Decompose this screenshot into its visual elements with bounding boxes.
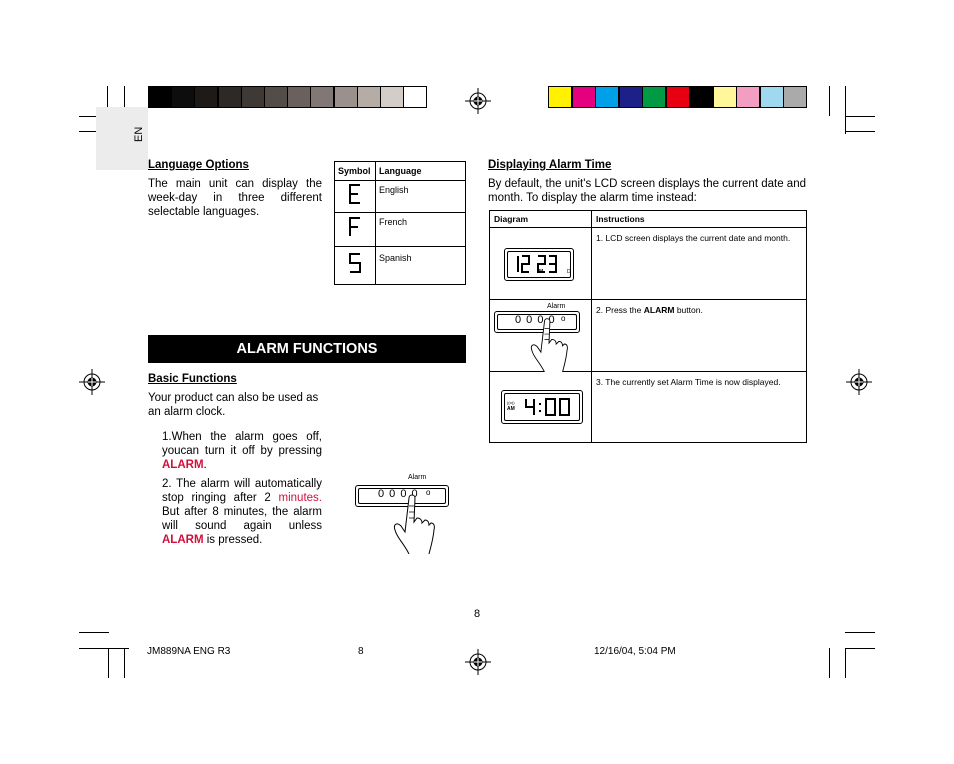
color-swatch: [713, 86, 737, 108]
table-header-language: Language: [376, 162, 466, 181]
language-side-tab-label: EN: [133, 126, 145, 142]
gray-swatch: [218, 86, 242, 108]
alarm-step-1-end: .: [203, 459, 207, 471]
alarm-key-name: ALARM: [643, 305, 675, 315]
alarm-display-table: [489, 210, 807, 443]
table-row: [490, 300, 807, 372]
gray-swatch: [171, 86, 195, 108]
color-swatch: [760, 86, 784, 108]
alarm-button-digits: 0 0 0 0: [378, 488, 419, 500]
language-options-heading: Language Options: [148, 159, 249, 171]
lcd-digits-date: [515, 253, 559, 275]
alarm-button-digits: 0 0 0 0: [515, 314, 556, 326]
alarm-button-illustration: [355, 474, 451, 556]
table-row: [335, 181, 466, 213]
color-swatch: [595, 86, 619, 108]
displaying-alarm-heading: Displaying Alarm Time: [488, 159, 612, 171]
alarm-bell-icon: ((o)): [507, 400, 515, 405]
instruction-text-a: 2. Press the: [596, 305, 642, 315]
crop-mark: [845, 86, 846, 134]
language-symbol-table: [334, 161, 466, 285]
instruction-text: [592, 300, 807, 372]
lcd-screen-date: [504, 248, 574, 281]
registration-mark-icon: [465, 649, 491, 675]
language-name: Spanish: [376, 247, 466, 285]
table-row: [335, 213, 466, 247]
pointing-hand-icon: [389, 492, 439, 554]
color-swatch: [666, 86, 690, 108]
instruction-text: 3. The currently set Alarm Time is now displayed.: [592, 372, 807, 443]
registration-mark-icon: [846, 369, 872, 395]
instruction-text-b: button.: [676, 305, 703, 315]
alarm-functions-banner: ALARM FUNCTIONS: [148, 335, 466, 363]
alarm-step-1-text: 1.When the alarm goes off, youcan turn it off by pressing: [162, 431, 322, 457]
basic-functions-heading: Basic Functions: [148, 373, 237, 385]
footer-page: 8: [358, 646, 364, 657]
alarm-step-2-minutes: minutes.: [278, 492, 322, 504]
alarm-button-mark: o: [426, 488, 431, 497]
crop-mark: [108, 648, 109, 678]
color-swatch: [689, 86, 713, 108]
lcd-symbol-f-icon: [347, 216, 363, 238]
crop-mark: [845, 648, 846, 678]
gray-swatch: [148, 86, 172, 108]
displaying-alarm-text: By default, the unit's LCD screen displays the current date and month. To display the alarm time instead:: [488, 178, 806, 204]
crop-mark: [829, 648, 830, 678]
crop-mark: [845, 632, 875, 633]
table-header-diagram: Diagram: [490, 211, 592, 228]
color-swatch: [619, 86, 643, 108]
gray-swatch: [380, 86, 404, 108]
pointing-hand-icon: [526, 316, 572, 372]
lcd-screen-alarm: [501, 390, 583, 424]
footer-file-name: JM889NA ENG R3: [147, 646, 231, 657]
crop-mark: [829, 86, 830, 116]
language-name: English: [376, 181, 466, 213]
registration-mark-icon: [79, 369, 105, 395]
alarm-key-name: ALARM: [162, 534, 204, 546]
language-name: French: [376, 213, 466, 247]
lcd-symbol-s-icon: [347, 252, 363, 274]
crop-mark: [845, 116, 875, 117]
crop-mark: [845, 131, 875, 132]
alarm-step-2-text-b: But after 8 minutes, the alarm will sound again unless: [162, 506, 322, 532]
crop-mark: [124, 648, 125, 678]
alarm-button-label: Alarm: [547, 303, 566, 310]
registration-mark-icon: [465, 88, 491, 114]
alarm-button-mark: o: [561, 314, 566, 323]
alarm-step-2-text: 2. The alarm will automatically stop ringing after 2: [162, 478, 322, 504]
basic-functions-text: Your product can also be used as an alarm clock.: [148, 392, 319, 418]
crop-mark: [79, 648, 129, 649]
alarm-button-label: Alarm: [408, 474, 427, 481]
table-row: [490, 228, 807, 300]
lcd-symbol-e-icon: [347, 183, 363, 205]
gray-swatch: [334, 86, 358, 108]
color-swatch: [642, 86, 666, 108]
gray-swatch: [194, 86, 218, 108]
gray-swatch: [310, 86, 334, 108]
alarm-step-1: [162, 430, 322, 472]
crop-mark: [79, 632, 109, 633]
gray-swatch: [287, 86, 311, 108]
table-row: [490, 372, 807, 443]
color-swatch: [548, 86, 572, 108]
crop-mark: [845, 648, 875, 649]
lcd-digits-alarm: [524, 396, 574, 418]
gray-swatch: [403, 86, 427, 108]
table-row: [335, 247, 466, 285]
color-swatch: [572, 86, 596, 108]
page-number: 8: [474, 608, 481, 620]
alarm-key-name: ALARM: [162, 459, 204, 471]
gray-swatch: [264, 86, 288, 108]
alarm-button-diagram: [494, 302, 586, 372]
gray-swatch: [357, 86, 381, 108]
table-header-instructions: Instructions: [592, 211, 807, 228]
instruction-text: 1. LCD screen displays the current date and month.: [592, 228, 807, 300]
lcd-month-indicator: M: [539, 269, 544, 275]
language-options-text: The main unit can display the week-day in three different selectable languages.: [148, 178, 322, 218]
footer-timestamp: 12/16/04, 5:04 PM: [594, 646, 676, 657]
color-swatch: [783, 86, 807, 108]
lcd-am-indicator: AM: [507, 406, 515, 412]
color-swatch: [736, 86, 760, 108]
alarm-step-2-end: is pressed.: [206, 534, 263, 546]
alarm-step-2: [162, 477, 322, 547]
lcd-day-indicator: D: [567, 269, 571, 275]
table-header-symbol: Symbol: [335, 162, 376, 181]
gray-swatch: [241, 86, 265, 108]
